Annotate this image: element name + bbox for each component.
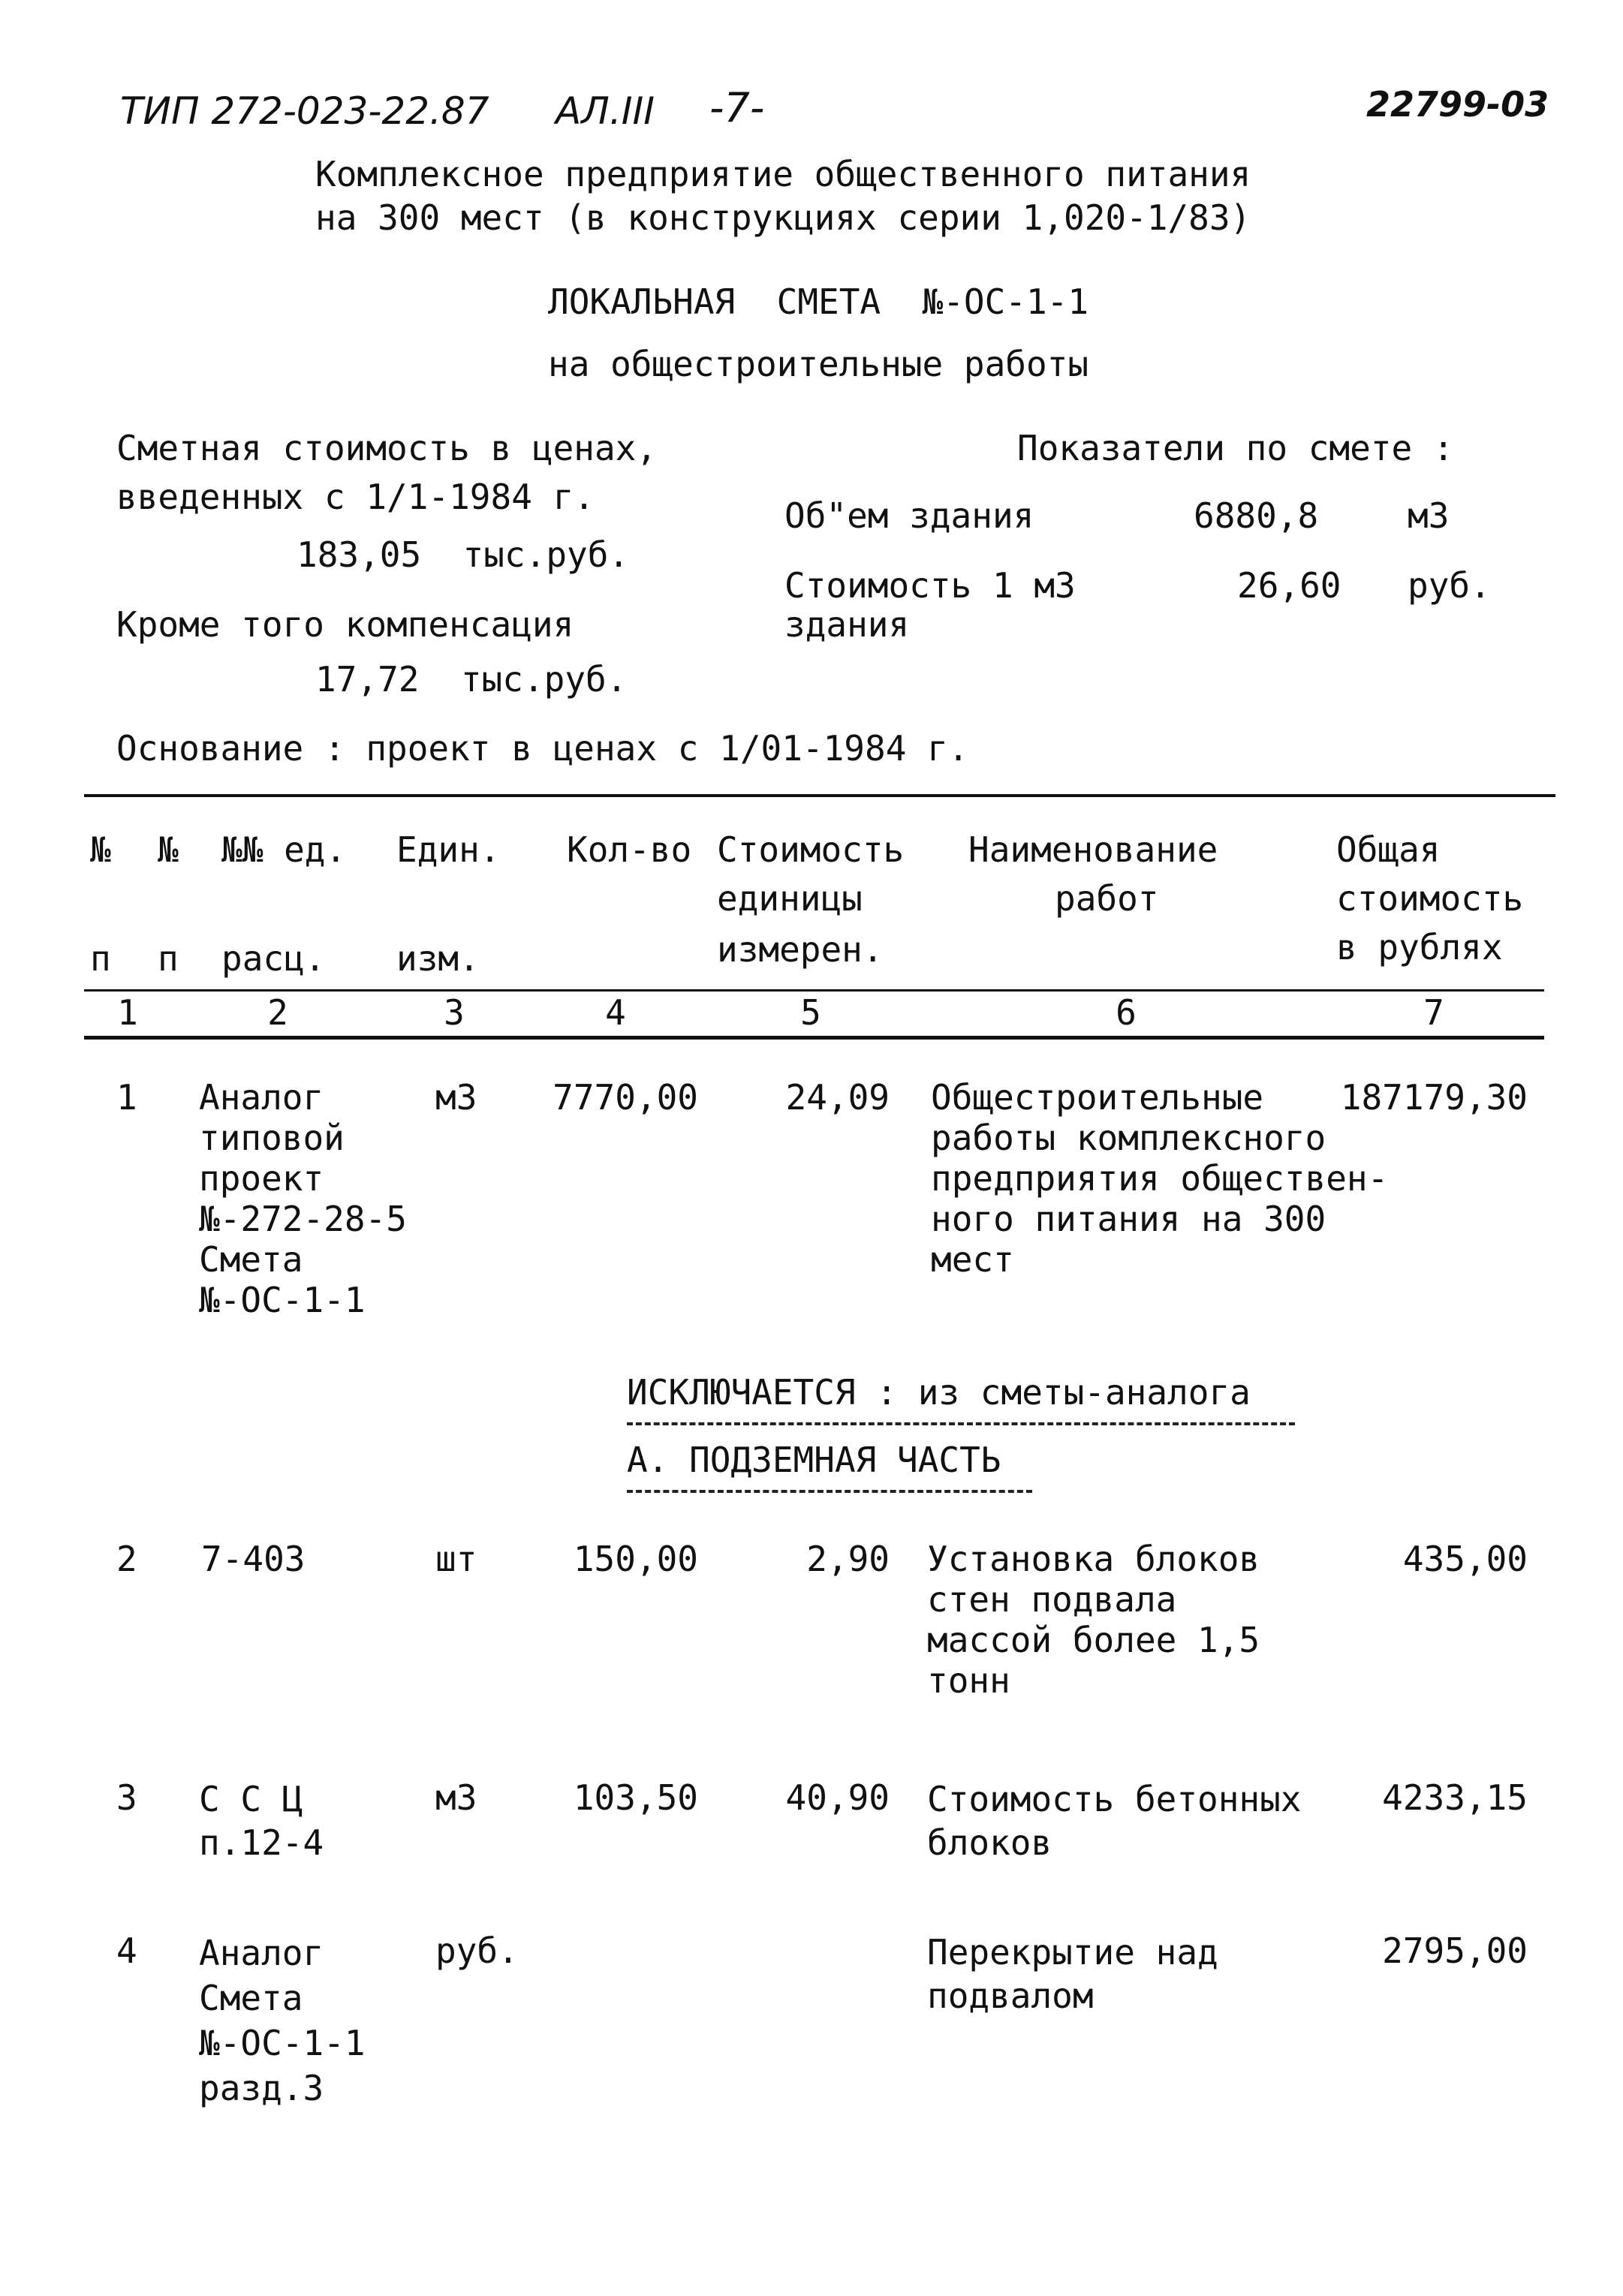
cost-per-m3-label: Стоимость 1 м3 (784, 565, 1076, 606)
volume-label: Об"ем здания (784, 495, 1034, 536)
col-number-4: 4 (605, 992, 626, 1033)
cost-value: 183,05 тыс.руб. (297, 534, 630, 575)
header-col3-top: №№ ед. (221, 829, 347, 870)
row2-unit: шт (435, 1539, 477, 1579)
title-line-1: Комплексное предприятие общественного питания (315, 154, 1251, 194)
header-col1-bottom: п (90, 938, 111, 979)
cost-label-1: Сметная стоимость в ценах, (116, 428, 658, 468)
row2-total: 435,00 (1402, 1539, 1528, 1579)
row1-number: 1 (116, 1077, 137, 1118)
header-col4-top: Един. (396, 829, 501, 870)
volume-value: 6880,8 (1194, 495, 1319, 536)
compensation-label: Кроме того компенсация (116, 604, 574, 645)
col-number-6: 6 (1116, 992, 1137, 1033)
row2-quantity: 150,00 (573, 1539, 698, 1579)
row3-unit-price: 40,90 (785, 1777, 890, 1818)
col-number-1: 1 (117, 992, 138, 1033)
table-top-rule (84, 794, 1555, 797)
col-number-5: 5 (800, 992, 821, 1033)
header-col7-line2: работ (1055, 878, 1159, 919)
cost-per-m3-label-2: здания (784, 604, 910, 645)
col-number-7: 7 (1423, 992, 1444, 1033)
row4-unit: руб. (435, 1930, 519, 1971)
basis-line: Основание : проект в ценах с 1/01-1984 г. (116, 728, 969, 769)
row1-total: 187179,30 (1340, 1077, 1528, 1118)
section-underline (627, 1490, 1032, 1493)
document-code: ТИП 272-023-22.87 (120, 89, 489, 133)
row4-code: Аналог Смета №-ОС-1-1 разд.3 (199, 1933, 366, 2108)
row3-number: 3 (116, 1777, 137, 1818)
numbers-bottom-rule (84, 1036, 1544, 1040)
volume-unit: м3 (1408, 495, 1450, 536)
row4-number: 4 (116, 1930, 137, 1971)
row2-number: 2 (116, 1539, 137, 1579)
row1-unit-price: 24,09 (785, 1077, 890, 1118)
header-col8-line1: Общая (1336, 829, 1441, 870)
row3-code: С С Ц п.12-4 (199, 1779, 324, 1863)
row1-unit: м3 (435, 1077, 477, 1118)
col-number-2: 2 (267, 992, 288, 1033)
cost-per-m3-unit: руб. (1408, 565, 1491, 606)
header-col1-top: № (90, 829, 111, 870)
header-col5: Кол-во (567, 829, 692, 870)
page-number: -7- (709, 84, 765, 131)
row2-unit-price: 2,90 (806, 1539, 890, 1579)
estimate-title: ЛОКАЛЬНАЯ СМЕТА №-ОС-1-1 (548, 281, 1089, 322)
row4-work-name: Перекрытие над подвалом (927, 1932, 1218, 2016)
header-col6-line1: Стоимость (717, 829, 905, 870)
cost-per-m3-value: 26,60 (1237, 565, 1341, 606)
header-col8-line2: стоимость (1336, 878, 1524, 919)
row1-work-name: Общестроительные работы комплексного предприятия обществен- ного питания на 300 мест (931, 1077, 1389, 1280)
header-col8-line3: в рублях (1336, 927, 1503, 967)
title-line-2: на 300 мест (в конструкциях серии 1,020-1/83) (315, 197, 1251, 238)
album-number: АЛ.III (556, 89, 655, 133)
header-col3-bottom: расц. (221, 938, 326, 979)
excluded-underline (627, 1422, 1295, 1425)
cost-label-2: введенных с 1/1-1984 г. (116, 477, 595, 517)
compensation-value: 17,72 тыс.руб. (315, 659, 628, 700)
excluded-label: ИСКЛЮЧАЕТСЯ : из сметы-аналога (627, 1372, 1251, 1413)
row3-unit: м3 (435, 1777, 477, 1818)
estimate-subtitle: на общестроительные работы (548, 344, 1089, 384)
header-col6-line3: измерен. (717, 929, 884, 970)
row3-total: 4233,15 (1382, 1777, 1528, 1818)
header-col7-line1: Наименование (968, 829, 1218, 870)
numbers-top-rule (84, 989, 1544, 992)
row2-code: 7-403 (201, 1539, 306, 1579)
doc-number: 22799-03 (1366, 84, 1549, 125)
row1-code: Аналог типовой проект №-272-28-5 Смета №-ОС-1-1 (199, 1077, 407, 1320)
header-col2-top: № (158, 829, 179, 870)
col-number-3: 3 (444, 992, 465, 1033)
header-col2-bottom: п (158, 938, 179, 979)
row2-work-name: Установка блоков стен подвала массой более 1,5 тонн (927, 1539, 1260, 1701)
header-col4-bottom: изм. (396, 938, 480, 979)
row4-total: 2795,00 (1382, 1930, 1528, 1971)
row3-work-name: Стоимость бетонных блоков (927, 1779, 1302, 1863)
section-label: А. ПОДЗЕМНАЯ ЧАСТЬ (627, 1440, 1001, 1480)
row1-quantity: 7770,00 (553, 1077, 698, 1118)
indicators-title: Показатели по смете : (1017, 428, 1454, 468)
row3-quantity: 103,50 (573, 1777, 698, 1818)
header-col6-line2: единицы (717, 878, 863, 919)
